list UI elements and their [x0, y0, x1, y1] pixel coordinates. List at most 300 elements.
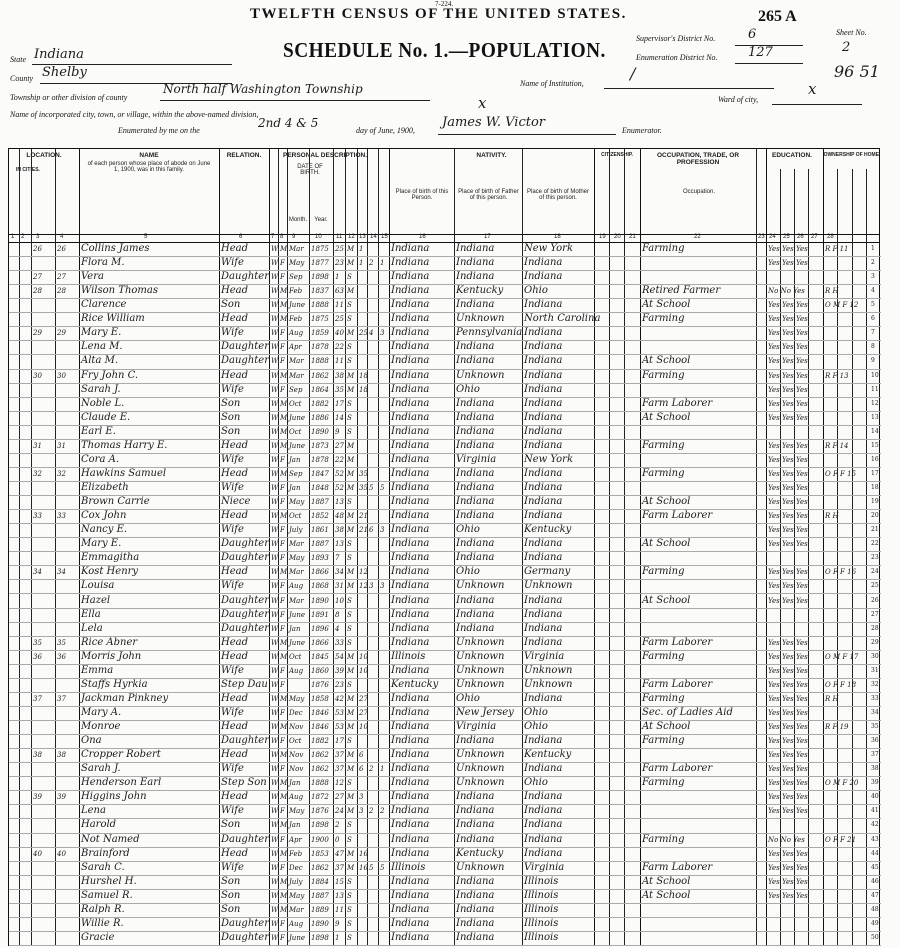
cell-name: Brown Carrie	[81, 496, 150, 508]
cell-ch	[369, 369, 377, 383]
cell-dw: 38	[33, 751, 42, 760]
cell-yrs: 18	[359, 371, 368, 380]
cell-pb: Indiana	[391, 692, 430, 704]
cell-own: O F F 21	[825, 835, 857, 844]
cell-pb: Indiana	[391, 819, 430, 831]
cell-edu: Yes Yes Yes	[768, 245, 808, 253]
cell-edu: Yes Yes Yes	[768, 568, 808, 577]
cell-ch	[369, 467, 377, 481]
cell-year: 1893	[311, 554, 329, 563]
cell-mar: M	[347, 849, 355, 858]
cell-fb: Indiana	[456, 903, 495, 915]
cell-rel: Step Son	[221, 777, 267, 789]
cell-own: R F 11	[825, 245, 849, 253]
cell-pb: Indiana	[391, 791, 430, 803]
cell-rel: Daughter	[221, 833, 269, 845]
cell-month: Jan	[289, 779, 301, 788]
cell-lv	[380, 847, 388, 861]
cell-fb: Indiana	[456, 819, 495, 831]
cell-name: Noble L.	[81, 397, 125, 409]
cell-mar: M	[347, 512, 355, 521]
cell-ch	[369, 397, 377, 411]
cell-year: 1862	[311, 765, 329, 774]
column-number: 2	[21, 234, 25, 240]
cell-occ: Farm Laborer	[642, 397, 713, 409]
cell-name: Thomas Harry E.	[81, 439, 168, 451]
cell-mar: M	[347, 582, 355, 591]
cell-edu: Yes Yes Yes	[768, 793, 808, 802]
cell-year: 1898	[311, 933, 329, 942]
cell-age: 63	[335, 287, 344, 296]
cell-month: Oct	[289, 737, 302, 746]
cell-mb: Germany	[524, 566, 571, 578]
cell-fam	[57, 917, 78, 931]
cell-lv	[380, 397, 388, 411]
cell-yrs	[359, 678, 366, 692]
cell-lv	[380, 664, 388, 678]
cell-pb: Indiana	[391, 917, 430, 929]
cell-rel: Wife	[221, 453, 244, 465]
cell-mb: Virginia	[524, 650, 565, 662]
cell-month: June	[289, 638, 305, 647]
cell-occ: At School	[642, 355, 691, 367]
cell-edu: Yes Yes Yes	[768, 259, 808, 268]
cell-yrs	[359, 622, 366, 636]
cell-edu: Yes Yes Yes	[768, 455, 808, 464]
cell-mar: S	[347, 540, 352, 549]
cell-rel: Daughter	[221, 552, 269, 564]
cell-rel: Head	[221, 313, 249, 325]
cell-mar: M	[347, 666, 355, 675]
cell-rel: Son	[221, 889, 241, 901]
cell-lv	[380, 734, 388, 748]
cell-pb: Indiana	[391, 622, 430, 634]
cell-edu: Yes Yes Yes	[768, 708, 808, 717]
column-number: 12	[348, 234, 355, 240]
cell-pb: Indiana	[391, 482, 430, 494]
cell-color: W	[271, 610, 279, 619]
cell-sex: M	[280, 694, 288, 703]
cell-fam	[57, 298, 78, 312]
cell-occ: At School	[642, 889, 691, 901]
line-number: 21	[871, 526, 879, 534]
col-nativity: NATIVITY.	[476, 152, 507, 159]
cell-edu: Yes Yes Yes	[768, 498, 808, 507]
column-number: 5	[144, 234, 148, 240]
cell-age: 22	[335, 343, 344, 352]
cell-rel: Head	[221, 369, 249, 381]
cell-ch	[369, 509, 377, 523]
cell-sex: M	[280, 399, 288, 408]
cell-pb: Indiana	[391, 538, 430, 550]
cell-lv	[380, 354, 388, 368]
cell-ch: 2	[369, 807, 374, 816]
cell-rel: Step Dau	[221, 678, 268, 690]
cell-fam	[57, 594, 78, 608]
cell-age: 54	[335, 652, 344, 661]
cell-rel: Head	[221, 566, 249, 578]
cell-fb: Virginia	[456, 721, 497, 733]
col-ownership: OWNERSHIP OF HOME.	[823, 152, 881, 158]
cell-occ	[642, 425, 755, 439]
cell-dw	[33, 875, 54, 889]
cell-sex: M	[280, 877, 288, 886]
cell-mar: S	[347, 779, 352, 788]
cell-dw	[33, 594, 54, 608]
cell-ch	[369, 692, 377, 706]
table-row	[9, 664, 881, 679]
cell-fb: Ohio	[456, 692, 480, 704]
cell-year: 1876	[311, 807, 329, 816]
line-number: 7	[871, 329, 875, 337]
cell-occ	[642, 579, 755, 593]
cell-mb: Indiana	[524, 467, 563, 479]
cell-ch	[369, 734, 377, 748]
cell-color: W	[271, 652, 279, 661]
cell-sex: F	[280, 863, 285, 872]
cell-edu: Yes Yes Yes	[768, 807, 808, 816]
cell-color: W	[271, 441, 279, 450]
cell-dw	[33, 889, 54, 903]
cell-month: Mar	[289, 568, 304, 577]
cell-dw	[33, 762, 54, 776]
table-row	[9, 650, 881, 665]
cell-sex: M	[280, 905, 288, 914]
line-number: 5	[871, 301, 875, 309]
cell-month: June	[289, 441, 305, 450]
cell-fb: Indiana	[456, 917, 495, 929]
cell-month: Mar	[289, 905, 304, 914]
cell-dw	[33, 903, 54, 917]
line-number: 30	[871, 652, 879, 660]
cell-mar: M	[347, 751, 355, 760]
cell-edu: Yes Yes Yes	[768, 694, 808, 703]
cell-pb: Indiana	[391, 931, 430, 943]
cell-mar: M	[347, 807, 355, 816]
table-row	[9, 903, 881, 918]
col-in-cities: IN CITIES.	[16, 167, 40, 173]
cell-mar: S	[347, 427, 352, 436]
cell-occ: At School	[642, 594, 691, 606]
line-number: 31	[871, 666, 879, 674]
table-row	[9, 734, 881, 749]
cell-lv	[380, 594, 388, 608]
cell-yrs: 3	[359, 793, 364, 802]
table-row	[9, 917, 881, 932]
cell-fb: Indiana	[456, 425, 495, 437]
cell-yrs: 16	[359, 863, 368, 872]
cell-color: W	[271, 568, 279, 577]
col-birth-father: Place of birth of Father of this person.	[458, 189, 519, 201]
table-row	[9, 720, 881, 735]
cell-age: 38	[335, 371, 344, 380]
cell-rel: Wife	[221, 763, 244, 775]
cell-color: W	[271, 624, 279, 633]
cell-fam: 31	[57, 441, 66, 450]
cell-own: R H	[825, 694, 839, 703]
cell-ch	[369, 917, 377, 931]
cell-ch	[369, 833, 377, 847]
cell-pb: Indiana	[391, 341, 430, 353]
table-row	[9, 762, 881, 777]
cell-occ: Farming	[642, 313, 685, 325]
cell-occ	[642, 847, 755, 861]
cell-color: W	[271, 793, 279, 802]
line-number: 25	[871, 582, 879, 590]
cell-pb: Indiana	[391, 566, 430, 578]
cell-month: Dec	[289, 708, 303, 717]
cell-age: 1	[335, 273, 340, 282]
table-row	[9, 312, 881, 327]
table-row	[9, 453, 881, 468]
cell-dw	[33, 537, 54, 551]
cell-year: 1852	[311, 512, 329, 521]
line-number: 6	[871, 315, 875, 323]
cell-rel: Daughter	[221, 355, 269, 367]
cell-mb: Indiana	[524, 355, 563, 367]
cell-occ: Farm Laborer	[642, 763, 713, 775]
cell-sex: F	[280, 680, 285, 689]
cell-fam	[57, 762, 78, 776]
cell-own: O F F 15	[825, 469, 857, 478]
cell-lv	[380, 509, 388, 523]
cell-yrs	[359, 931, 366, 945]
cell-lv	[380, 776, 388, 790]
line-number: 32	[871, 680, 879, 688]
cell-edu: Yes Yes Yes	[768, 877, 808, 886]
cell-month: May	[289, 891, 305, 900]
table-row	[9, 776, 881, 791]
cell-month: Jan	[289, 821, 301, 830]
cell-rel: Head	[221, 439, 249, 451]
cell-color: W	[271, 582, 279, 591]
cell-dw	[33, 734, 54, 748]
cell-edu: Yes Yes Yes	[768, 751, 808, 760]
cell-name: Cropper Robert	[81, 749, 161, 761]
cell-lv	[380, 284, 388, 298]
cell-fam: 35	[57, 638, 66, 647]
cell-age: 11	[335, 357, 344, 366]
column-number: 20	[614, 234, 621, 240]
cell-age: 17	[335, 737, 344, 746]
cell-fam: 39	[57, 793, 66, 802]
cell-month: May	[289, 498, 305, 507]
cell-ch	[369, 439, 377, 453]
col-birth-mother: Place of birth of Mother of this person.	[526, 189, 590, 201]
line-number: 43	[871, 835, 879, 843]
cell-sex: F	[280, 919, 285, 928]
cell-fb: Indiana	[456, 341, 495, 353]
cell-color: W	[271, 723, 279, 732]
cell-occ: Sec. of Ladies Aid	[642, 706, 733, 718]
cell-fam	[57, 523, 78, 537]
cell-fam	[57, 678, 78, 692]
cell-fam: 29	[57, 329, 66, 338]
cell-year: 1882	[311, 399, 329, 408]
cell-name: Harold	[81, 819, 117, 831]
cell-name: Fry John C.	[81, 369, 139, 381]
cell-color: W	[271, 526, 279, 535]
cell-pb: Indiana	[391, 594, 430, 606]
cell-ch	[369, 608, 377, 622]
cell-lv	[380, 748, 388, 762]
cell-fam	[57, 720, 78, 734]
table-body	[9, 242, 879, 945]
cell-occ: At School	[642, 538, 691, 550]
line-number: 10	[871, 371, 879, 379]
line-number: 12	[871, 399, 879, 407]
cell-yrs	[359, 636, 366, 650]
cell-fb: Unknown	[456, 678, 505, 690]
cell-pb: Indiana	[391, 313, 430, 325]
cell-edu: Yes Yes Yes	[768, 596, 808, 605]
cell-mb: Illinois	[524, 903, 559, 915]
cell-fb: Ohio	[456, 383, 480, 395]
cell-age: 37	[335, 751, 344, 760]
cell-sex: M	[280, 413, 288, 422]
cell-occ: Farming	[642, 650, 685, 662]
line-number: 48	[871, 905, 879, 913]
cell-edu: Yes Yes Yes	[768, 849, 808, 858]
cell-name: Sarah J.	[81, 763, 121, 775]
cell-mb: Ohio	[524, 777, 548, 789]
cell-dw	[33, 411, 54, 425]
cell-sex: F	[280, 582, 285, 591]
cell-dw	[33, 340, 54, 354]
table-row	[9, 636, 881, 651]
cell-dw	[33, 383, 54, 397]
cell-year: 1872	[311, 793, 329, 802]
cell-sex: F	[280, 666, 285, 675]
cell-year: 1878	[311, 343, 329, 352]
cell-ch	[369, 664, 377, 678]
cell-pb: Indiana	[391, 889, 430, 901]
cell-occ	[642, 340, 755, 354]
cell-rel: Daughter	[221, 735, 269, 747]
cell-occ	[642, 551, 755, 565]
cell-mar: M	[347, 708, 355, 717]
cell-occ	[642, 608, 755, 622]
line-number: 41	[871, 807, 879, 815]
cell-occ	[642, 917, 755, 931]
cell-year: 1873	[311, 441, 329, 450]
cell-mar: S	[347, 343, 352, 352]
cell-mb: Illinois	[524, 917, 559, 929]
cell-sex: M	[280, 638, 288, 647]
cell-sex: M	[280, 568, 288, 577]
cell-sex: F	[280, 807, 285, 816]
table-row	[9, 467, 881, 482]
cell-mar: S	[347, 273, 352, 282]
cell-lv	[380, 678, 388, 692]
cell-fb: Ohio	[456, 524, 480, 536]
cell-age: 8	[335, 610, 340, 619]
cell-rel: Wife	[221, 664, 244, 676]
cell-name: Clarence	[81, 299, 127, 311]
cell-month: May	[289, 259, 305, 268]
cell-yrs	[359, 354, 366, 368]
cell-yrs	[359, 776, 366, 790]
cell-rel: Head	[221, 721, 249, 733]
cell-ch	[369, 411, 377, 425]
cell-mb: Indiana	[524, 763, 563, 775]
state-label: State	[10, 55, 26, 64]
cell-color: W	[271, 849, 279, 858]
table-row	[9, 551, 881, 566]
cell-sex: F	[280, 624, 285, 633]
cell-fb: Unknown	[456, 369, 505, 381]
cell-lv	[380, 720, 388, 734]
cell-mb: Indiana	[524, 692, 563, 704]
table-row	[9, 931, 881, 946]
cell-name: Rice Abner	[81, 636, 138, 648]
cell-month: Jan	[289, 455, 301, 464]
cell-age: 2	[335, 821, 340, 830]
cell-sex: M	[280, 891, 288, 900]
cell-mb: Indiana	[524, 847, 563, 859]
county-label: County	[10, 74, 34, 83]
cell-rel: Niece	[221, 496, 251, 508]
cell-yrs: 12	[359, 582, 368, 591]
cell-month: Sep	[289, 273, 303, 282]
cell-color: W	[271, 484, 279, 493]
cell-occ	[642, 523, 755, 537]
cell-mar: M	[347, 652, 355, 661]
cell-dw: 27	[33, 273, 42, 282]
table-row	[9, 256, 881, 271]
table-row	[9, 847, 881, 862]
cell-occ	[642, 818, 755, 832]
cell-mar: M	[347, 568, 355, 577]
cell-yrs	[359, 439, 366, 453]
cell-occ	[642, 931, 755, 945]
cell-mar: S	[347, 610, 352, 619]
table-row	[9, 298, 881, 313]
table-row	[9, 495, 881, 510]
cell-mar: S	[347, 399, 352, 408]
cell-lv	[380, 312, 388, 326]
line-number: 42	[871, 821, 879, 829]
cell-fb: Indiana	[456, 931, 495, 943]
cell-yrs	[359, 312, 366, 326]
cell-year: 1890	[311, 427, 329, 436]
cell-yrs: 6	[359, 765, 364, 774]
cell-name: Cora A.	[81, 453, 119, 465]
cell-sex: F	[280, 737, 285, 746]
cell-sex: M	[280, 849, 288, 858]
cell-pb: Kentucky	[391, 678, 439, 690]
cell-lv: 5	[380, 863, 385, 872]
cell-mar: S	[347, 357, 352, 366]
cell-sex: F	[280, 259, 285, 268]
cell-age: 13	[335, 891, 344, 900]
cell-mb: Indiana	[524, 636, 563, 648]
line-number: 23	[871, 554, 879, 562]
cell-year: 1900	[311, 835, 329, 844]
cell-month: Oct	[289, 512, 302, 521]
cell-name: Jackman Pinkney	[81, 692, 169, 704]
table-row	[9, 565, 881, 580]
cell-dw: 40	[33, 849, 42, 858]
cell-fb: Indiana	[456, 439, 495, 451]
col-name-sub: of each person whose place of abode on June 1, 1900, was in this family.	[87, 161, 211, 173]
cell-sex: M	[280, 245, 288, 253]
margin-note: 96 51	[834, 62, 880, 81]
line-number: 2	[871, 259, 875, 267]
cell-dw	[33, 776, 54, 790]
cell-yrs: 27	[359, 708, 368, 717]
cell-lv	[380, 495, 388, 509]
